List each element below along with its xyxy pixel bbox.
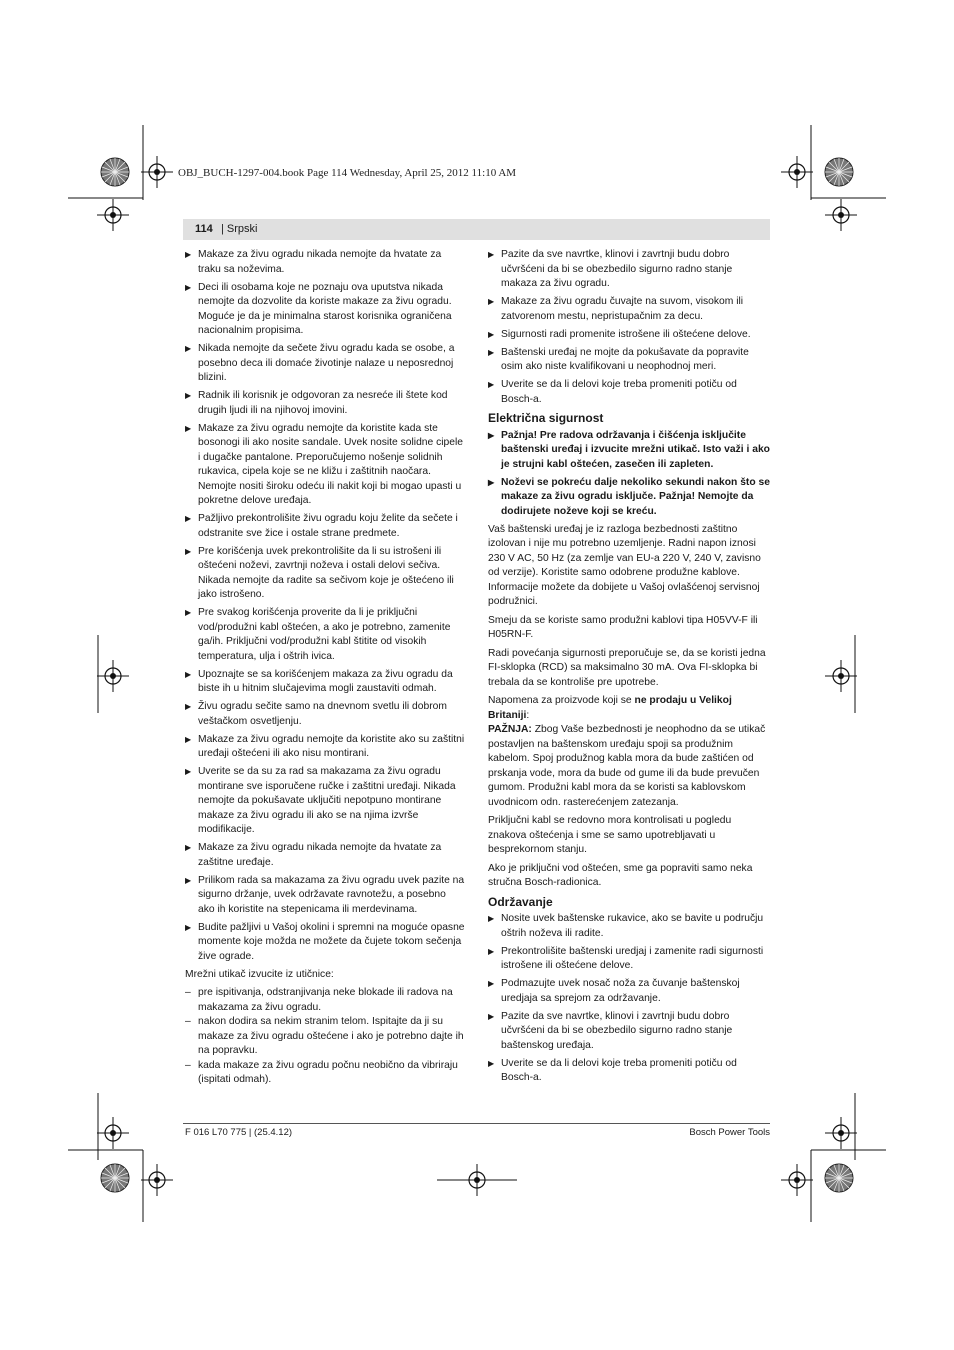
list-item-text: Podmazujte uvek nosač noža za čuvanje baštenskoj uredjaja sa sprejom za održavanje. [501, 978, 740, 1004]
bullet-arrow-icon: ▶ [185, 843, 192, 852]
list-item-text: Nosite uvek baštenske rukavice, ako se bavite u području oštrih noževa ili radite. [501, 913, 764, 939]
print-header: OBJ_BUCH-1297-004.book Page 114 Wednesday, April 25, 2012 11:10 AM [178, 167, 517, 179]
list-item [185, 248, 465, 277]
bullet-arrow-icon: ▶ [185, 391, 192, 400]
bullet-arrow-icon: ▶ [185, 734, 192, 744]
bullet-arrow-icon: ▶ [185, 282, 192, 292]
list-item [488, 295, 770, 324]
list-item [488, 1057, 770, 1086]
electrical-p4: Priključni kabl se redovno mora kontrolisati u pogledu znakova oštećenja i sme se samo upotrebljavati u besprekornom stanju. [488, 815, 732, 855]
storage-list [488, 248, 770, 407]
list-item-text: Makaze za živu ogradu nikada nemojte da hvatate za zaštitne uređaje. [198, 842, 442, 868]
bullet-arrow-icon: ▶ [488, 250, 495, 259]
list-item-text: Pre svakog korišćenja proverite da li je priključni vod/produžni kabl oštećen, a ako je potrebno, zamenite ga/ih. Priključni vod/produžni kabl štitite od visokih temperatura, ulja i oštrih ivica. [198, 607, 451, 662]
bullet-arrow-icon: ▶ [488, 329, 495, 339]
electrical-heading: Električna sigurnost [488, 411, 604, 425]
dash-marker: – [185, 1016, 191, 1027]
maintenance-list [488, 912, 770, 1086]
list-item [185, 986, 465, 1015]
electrical-p1: Vaš baštenski uređaj je iz razloga bezbednosti zaštitno izolovan i nije mu potrebno uzemljenje. Radni napon iznosi 230 V AC, 50 Hz (za zemlje van EU-a 220 V, 240 V, zavisno od verzije). Koristite samo odobrene produžne kablove. Informacije možete da dobijete u Vašoj ovlašćenoj servisnoj podružnici. [488, 523, 761, 607]
list-item-text: nakon dodira sa nekim stranim telom. Ispitajte da ji su makaze za živu ogradu oštećene i ako je potrebno dajte ih na popravku. [198, 1016, 464, 1056]
list-item-text: Makaze za živu ogradu nikada nemojte da hvatate za traku sa noževima. [198, 249, 442, 275]
list-item [185, 700, 465, 729]
list-item-text: Prilikom rada sa makazama za živu ogradu uvek pazite na sigurno držanje, uvek održavate ravnotežu, a posebno ako ih koristite na stepenicama ili merdevinama. [198, 874, 465, 915]
list-item-text: pre ispitivanja, odstranjivanja neke blokade ili radova na makazama za živu ogradu. [198, 987, 453, 1013]
list-item [185, 733, 465, 762]
list-item [488, 1010, 770, 1054]
warning-text: Zbog Vaše bezbednosti je neophodno da se utikač postavljen na baštenskom uređaju spoji sa produžnim kabelom. Spoj produžnog kabla mora da bude zaštićen od prskanja vode, mora da bude od gume ili da bude prevučen gumom. Produžni kabl mora da se koristi sa kablovskom uvodnicom odn. rasterećenjem zatezanja. [488, 724, 766, 808]
bullet-arrow-icon: ▶ [185, 546, 192, 556]
dash-marker: – [185, 987, 191, 998]
list-item [185, 545, 465, 603]
list-item-text: Upoznajte se sa korišćenjem makaza za živu ogradu da biste ih u hitnim slučajevima mogli zaustaviti odmah. [198, 668, 453, 694]
bullet-arrow-icon: ▶ [185, 344, 192, 353]
bullet-arrow-icon: ▶ [185, 608, 192, 617]
bullet-arrow-icon: ▶ [185, 767, 192, 776]
list-item [488, 977, 770, 1006]
list-item [185, 606, 465, 664]
bullet-arrow-icon: ▶ [488, 1058, 495, 1068]
list-item-text: Prekontrolišite baštenski uredjaj i zamenite radi sigurnosti istrošene ili oštećene delove. [501, 945, 764, 971]
list-item [185, 874, 465, 918]
list-item [488, 912, 770, 941]
uk-note-suffix: : [526, 709, 530, 721]
bullet-arrow-icon: ▶ [488, 430, 495, 440]
maintenance-heading: Održavanje [488, 894, 553, 909]
list-item-text: Pažljivo prekontrolišite živu ogradu koju želite da sečete i odstranite sve žice i ostale strane predmete. [198, 513, 458, 539]
list-item-text: Makaze za živu ogradu nemojte da koristite kada ste bosonogi ili ako nosite sandale. Uvek nosite solidne cipele i dugačke pantalone. Preporučujemo nošenje solidnih rukavica, cipela koje se ne kližu i zaštitnih naočara. Nemojte nositi široku odeću ili nakit koji bi mogao upasti u pokretne delove uređaja. [198, 422, 464, 506]
bullet-arrow-icon: ▶ [488, 347, 495, 357]
electrical-warnings [488, 429, 770, 520]
list-item-text: Sigurnosti radi promenite istrošene ili oštećene delove. [501, 328, 751, 340]
uk-note-bold: ne prodaju u Velikoj Britaniji [488, 695, 732, 721]
dash-marker: – [185, 1059, 191, 1071]
list-item [185, 281, 465, 339]
footer-rule [183, 1123, 770, 1124]
bullet-arrow-icon: ▶ [185, 922, 192, 932]
list-item-text: Pre korišćenja uvek prekontrolišite da li su istrošeni ili oštećeni noževi, zavrtnji noževa i ostali delovi sečiva. Nikada nemojte da radite sa sečivom koje je oštećeno ili jako istrošeno. [198, 545, 454, 600]
bullet-arrow-icon: ▶ [185, 250, 192, 259]
list-item-text: Živu ogradu sečite samo na dnevnom svetlu ili dobrom veštačkom osvetljenju. [198, 701, 447, 727]
list-item-text: Pazite da sve navrtke, klinovi i zavrtnji budu dobro učvršćeni da bi se obezbedilo sigurno radno stanje baštenskog uređaja. [501, 1010, 733, 1051]
list-item-text: Uverite se da li delovi koje treba promeniti potiču od Bosch-a. [501, 1057, 737, 1083]
unplug-intro: Mrežni utikač izvucite iz utičnice: [185, 968, 334, 980]
list-item [488, 328, 770, 343]
bullet-arrow-icon: ▶ [488, 1011, 495, 1021]
bullet-arrow-icon: ▶ [488, 946, 495, 956]
list-item-text: Makaze za živu ogradu čuvajte na suvom, visokom ili zatvorenom mestu, nepristupačnim za decu. [501, 296, 744, 322]
right-column [488, 248, 770, 1089]
unplug-list [185, 986, 465, 1088]
list-item-text: Noževi se pokreću dalje nekoliko sekundi nakon što se makaze za živu ogradu isključe. Pažnja! Nemojte da dodirujete noževe koji se kreću. [501, 476, 770, 517]
bullet-arrow-icon: ▶ [185, 514, 192, 523]
list-item [185, 1059, 465, 1088]
list-item-text: Budite pažljivi u Vašoj okolini i spremni na moguće opasne momente koje možda ne možete da čujete tokom sečenja žive ograde. [198, 921, 465, 962]
warning-paragraph [488, 723, 770, 810]
uk-note [488, 694, 770, 723]
list-item [185, 342, 465, 386]
section-name: | Srpski [221, 223, 258, 235]
page-number: 114 [195, 223, 213, 235]
list-item [488, 378, 770, 407]
bullet-arrow-icon: ▶ [185, 423, 192, 433]
left-column [185, 248, 465, 1088]
list-item-text: Uverite se da li delovi koje treba promeniti potiču od Bosch-a. [501, 379, 737, 405]
bullet-arrow-icon: ▶ [488, 979, 495, 988]
warning-label: PAŽNJA: [488, 724, 532, 735]
safety-list [185, 248, 465, 964]
footer-code: F 016 L70 775 | (25.4.12) [185, 1127, 293, 1138]
bullet-arrow-icon: ▶ [488, 297, 495, 306]
uk-note-prefix: Napomena za proizvode koji se [488, 695, 635, 706]
list-item [185, 422, 465, 509]
list-item [185, 921, 465, 965]
electrical-p2: Smeju da se koriste samo produžni kablovi tipa H05VV-F ili H05RN-F. [488, 614, 758, 640]
bullet-arrow-icon: ▶ [488, 914, 495, 923]
list-item [185, 389, 465, 418]
list-item [185, 668, 465, 697]
bullet-arrow-icon: ▶ [488, 380, 495, 389]
list-item-text: kada makaze za živu ogradu počnu neobično da vibriraju (ispitati odmah). [198, 1059, 458, 1085]
list-item-text: Pažnja! Pre radova održavanja i čišćenja isključite baštenski uređaj i izvucite mrežni utikač. Isto važi i ako je strujni kabl oštećen, zasečen ili zapleten. [501, 429, 770, 470]
bullet-arrow-icon: ▶ [488, 477, 495, 487]
list-item-text: Nikada nemojte da sečete živu ogradu kada se osobe, a posebno deca ili domaće životinje nalaze u neposrednoj blizini. [198, 343, 455, 383]
list-item-text: Pazite da sve navrtke, klinovi i zavrtnji budu dobro učvršćeni da bi se obezbedilo sigurno radno stanje makaza za živu ogradu. [501, 249, 733, 289]
bullet-arrow-icon: ▶ [185, 875, 192, 885]
list-item [488, 476, 770, 520]
bullet-arrow-icon: ▶ [185, 669, 192, 679]
list-item [185, 512, 465, 541]
page-header-bar [183, 219, 770, 240]
list-item [488, 945, 770, 974]
list-item [185, 841, 465, 870]
electrical-p3: Radi povećanja sigurnosti preporučuje se, da se koristi jedna FI-sklopka (RCD) sa maksimalno 30 mA. Ova FI-sklopka bi trebala da se kontroliše pre upotrebe. [488, 647, 766, 688]
bullet-arrow-icon: ▶ [185, 702, 192, 711]
list-item-text: Deci ili osobama koje ne poznaju ova uputstva nikada nemojte da dozvolite da koriste makaze za živu ogradu. Moguće je da je minimalna starost korisnika ograničena nacionalnim propisima. [198, 281, 452, 336]
list-item-text: Baštenski uređaj ne mojte da pokušavate da popravite osim ako niste kvalifikovani u neophodnoj meri. [501, 346, 749, 372]
list-item [488, 346, 770, 375]
list-item [185, 1015, 465, 1059]
list-item-text: Radnik ili korisnik je odgovoran za nesreće ili štete kod drugih ljudi ili na njihovoj imovini. [198, 390, 448, 416]
list-item [488, 429, 770, 473]
list-item [185, 765, 465, 838]
electrical-p5: Ako je priključni vod oštećen, sme ga popraviti samo neka stručna Bosch-radionica. [488, 862, 753, 888]
list-item-text: Uverite se da su za rad sa makazama za živu ogradu montirane sve isporučene ručke i zaštitni uređaji. Nikada nemojte da pokušavate uključiti nepotpuno montirane makaze za živu ogradu ili ako se na njima izvrše modifikacije. [198, 766, 456, 835]
list-item-text: Makaze za živu ogradu nemojte da koristite ako su zaštitni uređaji oštećeni ili ako nisu montirani. [198, 733, 465, 759]
footer-brand: Bosch Power Tools [689, 1127, 770, 1138]
list-item [488, 248, 770, 292]
